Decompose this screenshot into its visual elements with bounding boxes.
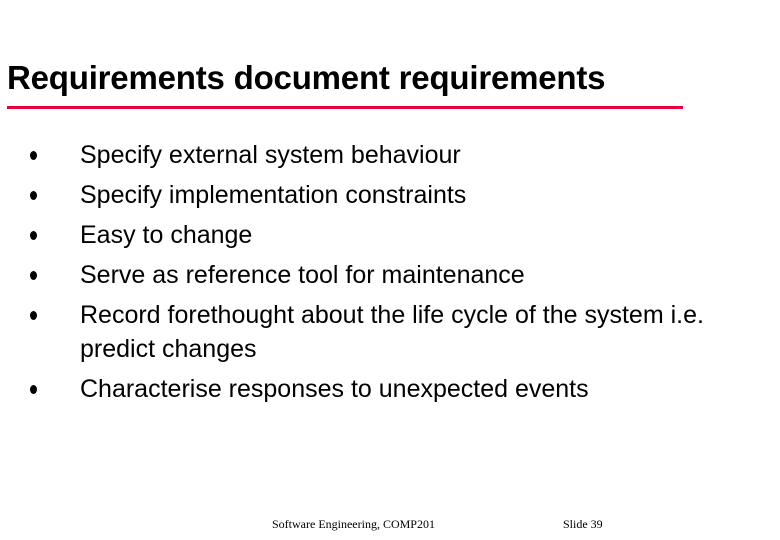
bullet-dot-icon (30, 271, 37, 280)
bullet-text: Specify external system behaviour (80, 141, 461, 169)
bullet-item (30, 258, 760, 292)
bullet-text: Record forethought about the life cycle of the system i.e. predict changes (80, 301, 704, 363)
bullet-dot-icon (30, 231, 37, 240)
slide-title: Requirements document requirements (7, 59, 606, 96)
bullet-text: Specify implementation constraints (80, 181, 467, 209)
bullet-text: Characterise responses to unexpected events (80, 375, 589, 403)
bullet-item (30, 298, 760, 366)
bullet-dot-icon (30, 151, 37, 160)
footer-slide-number: Slide 39 (563, 517, 603, 531)
bullet-list (30, 138, 760, 406)
bullet-text: Serve as reference tool for maintenance (80, 261, 525, 289)
bullet-dot-icon (30, 311, 37, 320)
bullet-item (30, 138, 760, 172)
bullet-dot-icon (30, 385, 37, 394)
bullet-text: Easy to change (80, 221, 253, 249)
footer-course: Software Engineering, COMP201 (272, 517, 435, 531)
title-underline (7, 106, 683, 109)
bullet-item (30, 372, 760, 406)
bullet-dot-icon (30, 191, 37, 200)
bullet-item (30, 178, 760, 212)
bullet-item (30, 218, 760, 252)
